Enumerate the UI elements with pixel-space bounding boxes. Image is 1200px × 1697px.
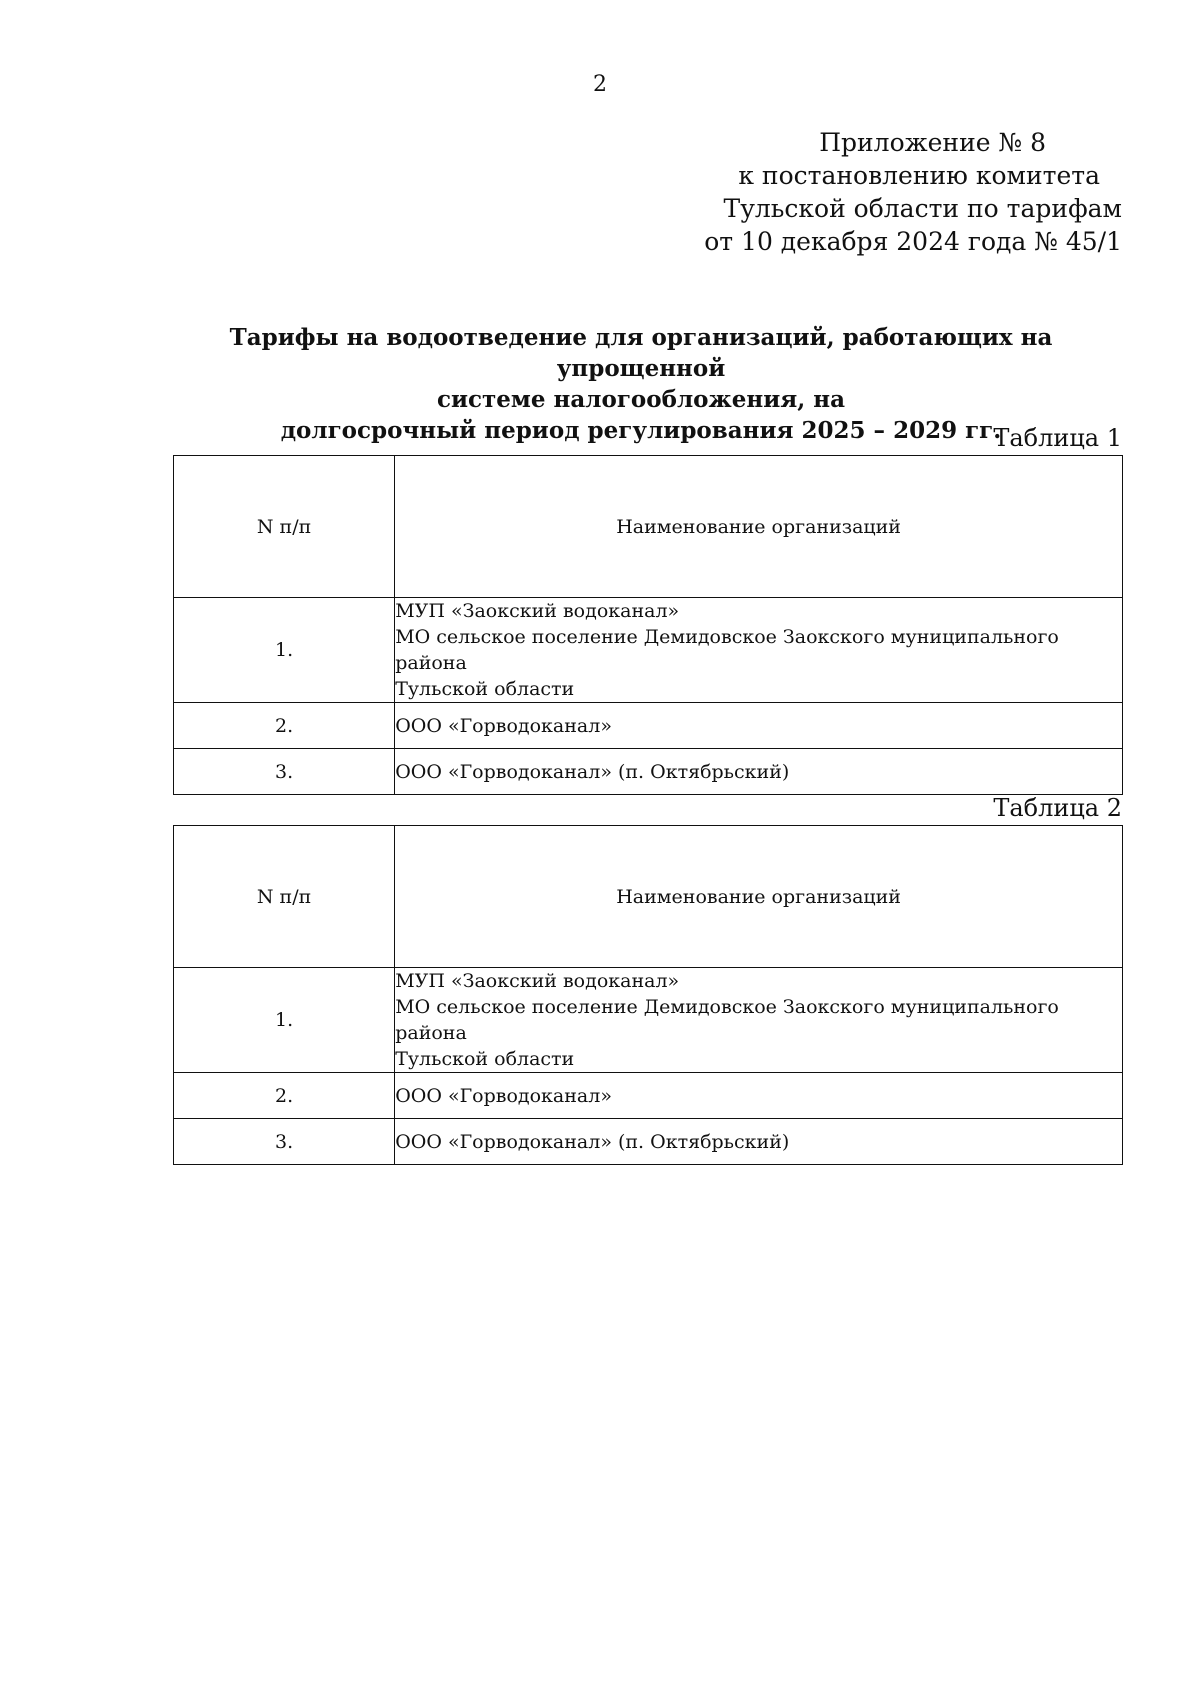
row-number: 2. — [174, 703, 395, 749]
title-line-2: системе налогообложения, на — [436, 386, 846, 413]
table-1-caption: Таблица 1 — [993, 424, 1122, 452]
header-organization-name: Наименование организаций — [395, 826, 1123, 968]
row-number: 1. — [174, 598, 395, 703]
organization-name-line: МУП «Заокский водоканал» — [395, 600, 680, 622]
table-header-row — [174, 826, 1123, 968]
organization-name-line: МО сельское поселение Демидовское Заокского муниципального района — [395, 626, 1059, 674]
header-number: N п/п — [174, 456, 395, 598]
table-2-caption: Таблица 2 — [993, 794, 1122, 822]
table-row — [174, 703, 1123, 749]
organization-name — [395, 749, 1123, 795]
organizations-table-1 — [173, 455, 1123, 795]
organization-name-line: ООО «Горводоканал» — [395, 714, 612, 737]
header-organization-name: Наименование организаций — [395, 456, 1123, 598]
organizations-table-2 — [173, 825, 1123, 1165]
organization-name — [395, 968, 1123, 1073]
document-title — [160, 322, 1122, 446]
table-header-row — [174, 456, 1123, 598]
table-row — [174, 749, 1123, 795]
organization-name — [395, 1119, 1123, 1165]
organization-name-line: ООО «Горводоканал» (п. Октябрьский) — [395, 1130, 790, 1153]
organization-name-line: Тульской области — [395, 1048, 575, 1070]
table-row — [174, 598, 1123, 703]
appendix-line-4: от 10 декабря 2024 года № 45/1 — [704, 227, 1122, 256]
appendix-line-1: Приложение № 8 — [819, 128, 1046, 157]
organization-name-line: ООО «Горводоканал» (п. Октябрьский) — [395, 760, 790, 783]
organization-name — [395, 598, 1123, 703]
appendix-line-2: к постановлению комитета — [738, 161, 1100, 190]
row-number: 2. — [174, 1073, 395, 1119]
appendix-line-3: Тульской области по тарифам — [723, 194, 1122, 223]
table-row — [174, 1119, 1123, 1165]
table-row — [174, 968, 1123, 1073]
title-line-1: Тарифы на водоотведение для организаций, работающих на упрощенной — [229, 324, 1053, 382]
organization-name — [395, 703, 1123, 749]
organization-name — [395, 1073, 1123, 1119]
table-row — [174, 1073, 1123, 1119]
row-number: 1. — [174, 968, 395, 1073]
organization-name-line: МУП «Заокский водоканал» — [395, 970, 680, 992]
header-number: N п/п — [174, 826, 395, 968]
organization-name-line: Тульской области — [395, 678, 575, 700]
page-number: 2 — [593, 72, 607, 97]
organization-name-line: МО сельское поселение Демидовское Заокского муниципального района — [395, 996, 1059, 1044]
row-number: 3. — [174, 1119, 395, 1165]
appendix-block — [602, 126, 1122, 258]
organization-name-line: ООО «Горводоканал» — [395, 1084, 612, 1107]
title-line-3: долгосрочный период регулирования 2025 – 2029 гг. — [280, 417, 1002, 444]
row-number: 3. — [174, 749, 395, 795]
